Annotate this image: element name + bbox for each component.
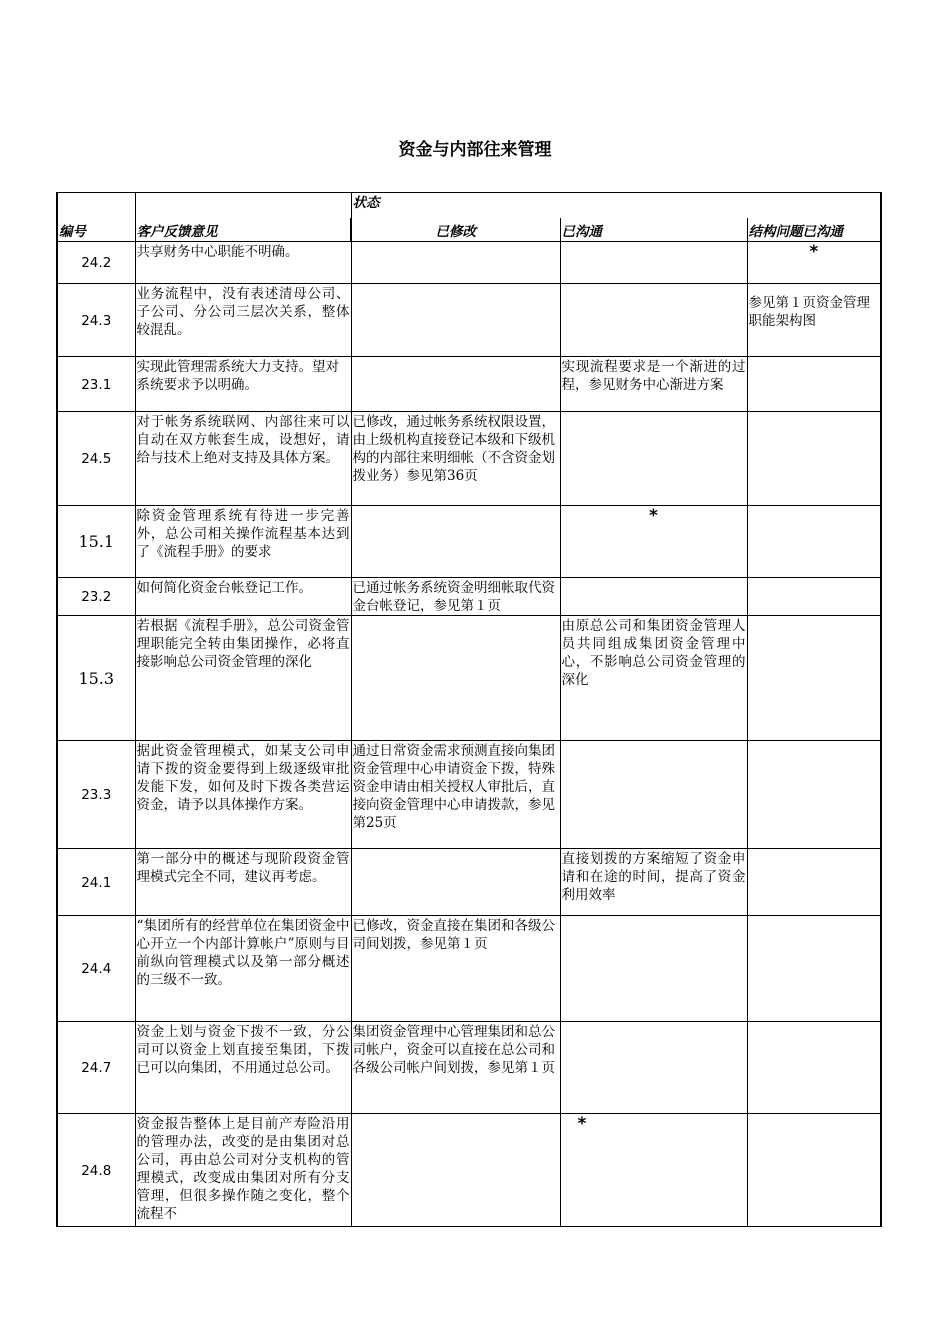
row-communicated: 由原总公司和集团资金管理人员共同组成集团资金管理中心，不影响总公司资金管理的深化 <box>560 616 747 741</box>
header-communicated: 已沟通 <box>560 218 747 242</box>
row-id: 24.2 <box>57 242 135 284</box>
row-id: 15.1 <box>57 506 135 578</box>
header-id: 编号 <box>57 193 135 242</box>
feedback-table <box>56 192 882 1227</box>
star-mark: * <box>577 1114 587 1134</box>
row-communicated <box>560 741 747 849</box>
row-id: 15.3 <box>57 616 135 741</box>
table-row <box>57 284 881 357</box>
row-communicated <box>560 242 747 284</box>
table-row <box>57 916 881 1022</box>
row-feedback: 第一部分中的概述与现阶段资金管理模式完全不同，建议再考虑。 <box>135 849 351 916</box>
row-feedback: 业务流程中，没有表述清母公司、子公司、分公司三层次关系，整体较混乱。 <box>135 284 351 357</box>
row-id: 24.7 <box>57 1022 135 1114</box>
row-feedback: “集团所有的经营单位在集团资金中心开立一个内部计算帐户”原则与目前纵向管理模式以及第一部分概述的三级不一致。 <box>135 916 351 1022</box>
row-structure <box>747 616 881 741</box>
row-communicated <box>560 412 747 506</box>
row-modified <box>351 506 560 578</box>
row-structure <box>747 506 881 578</box>
table-row <box>57 242 881 284</box>
table-row <box>57 1022 881 1114</box>
table-row <box>57 506 881 578</box>
row-feedback: 实现此管理需系统大力支持。望对系统要求予以明确。 <box>135 357 351 412</box>
row-structure <box>747 578 881 616</box>
row-feedback: 资金上划与资金下拨不一致，分公司可以资金上划直接至集团，下拨已可以向集团，不用通过总公司。 <box>135 1022 351 1114</box>
row-id: 24.5 <box>57 412 135 506</box>
row-communicated: 直接划拨的方案缩短了资金申请和在途的时间，提高了资金利用效率 <box>560 849 747 916</box>
row-feedback: 对于帐务系统联网、内部往来可以自动在双方帐套生成，设想好，请给与技术上绝对支持及具体方案。 <box>135 412 351 506</box>
header-structure: 结构问题已沟通 <box>747 218 881 242</box>
row-structure <box>747 1114 881 1227</box>
table-row <box>57 357 881 412</box>
row-communicated <box>560 506 747 578</box>
row-modified <box>351 616 560 741</box>
row-id: 24.3 <box>57 284 135 357</box>
row-communicated <box>560 284 747 357</box>
row-communicated <box>560 1114 747 1227</box>
row-communicated <box>560 578 747 616</box>
row-feedback: 据此资金管理模式，如某支公司申请下拨的资金要得到上级逐级审批发能下发，如何及时下拨各类营运资金，请予以具体操作方案。 <box>135 741 351 849</box>
star-mark: * <box>809 242 819 262</box>
row-modified <box>351 849 560 916</box>
row-modified <box>351 242 560 284</box>
row-structure <box>747 412 881 506</box>
row-modified: 已修改，通过帐务系统权限设置，由上级机构直接登记本级和下级机构的内部往来明细帐（不含资金划拨业务）参见第36页 <box>351 412 560 506</box>
row-modified: 通过日常资金需求预测直接向集团资金管理中心申请资金下拨，特殊资金申请由相关授权人审批后，直接向资金管理中心申请拨款，参见第25页 <box>351 741 560 849</box>
table-row <box>57 412 881 506</box>
row-id: 23.2 <box>57 578 135 616</box>
row-structure <box>747 242 881 284</box>
row-modified <box>351 1114 560 1227</box>
page-title: 资金与内部往来管理 <box>398 140 552 160</box>
row-communicated <box>560 916 747 1022</box>
star-mark: * <box>649 506 658 526</box>
row-structure <box>747 1022 881 1114</box>
row-structure <box>747 916 881 1022</box>
table-row <box>57 616 881 741</box>
header-row-status <box>57 193 881 218</box>
row-modified: 已修改，资金直接在集团和各级公司间划拨，参见第１页 <box>351 916 560 1022</box>
row-id: 24.4 <box>57 916 135 1022</box>
row-feedback: 若根据《流程手册》，总公司资金管理职能完全转由集团操作，必将直接影响总公司资金管理的深化 <box>135 616 351 741</box>
row-feedback: 资金报告整体上是目前产寿险沿用的管理办法，改变的是由集团对总公司，再由总公司对分支机构的管理模式，改变成由集团对所有分支管理，但很多操作随之变化，整个流程不 <box>135 1114 351 1227</box>
row-structure <box>747 357 881 412</box>
header-feedback: 客户反馈意见 <box>135 193 351 242</box>
header-modified: 已修改 <box>351 218 560 242</box>
row-modified <box>351 357 560 412</box>
table-row <box>57 849 881 916</box>
row-modified: 已通过帐务系统资金明细帐取代资金台帐登记，参见第１页 <box>351 578 560 616</box>
row-id: 23.1 <box>57 357 135 412</box>
row-communicated: 实现流程要求是一个渐进的过程，参见财务中心渐进方案 <box>560 357 747 412</box>
table-row <box>57 578 881 616</box>
row-communicated <box>560 1022 747 1114</box>
table-row <box>57 1114 881 1227</box>
row-id: 24.8 <box>57 1114 135 1227</box>
row-feedback: 共享财务中心职能不明确。 <box>135 242 351 284</box>
header-status: 状态 <box>351 193 881 218</box>
row-id: 23.3 <box>57 741 135 849</box>
row-structure <box>747 741 881 849</box>
row-modified: 集团资金管理中心管理集团和总公司帐户，资金可以直接在总公司和各级公司帐户间划拨，参见第１页 <box>351 1022 560 1114</box>
row-structure: 参见第１页资金管理职能架构图 <box>747 284 881 357</box>
row-modified <box>351 284 560 357</box>
row-structure <box>747 849 881 916</box>
row-feedback: 除资金管理系统有待进一步完善外，总公司相关操作流程基本达到了《流程手册》的要求 <box>135 506 351 578</box>
row-feedback: 如何简化资金台帐登记工作。 <box>135 578 351 616</box>
table-row <box>57 741 881 849</box>
row-id: 24.1 <box>57 849 135 916</box>
